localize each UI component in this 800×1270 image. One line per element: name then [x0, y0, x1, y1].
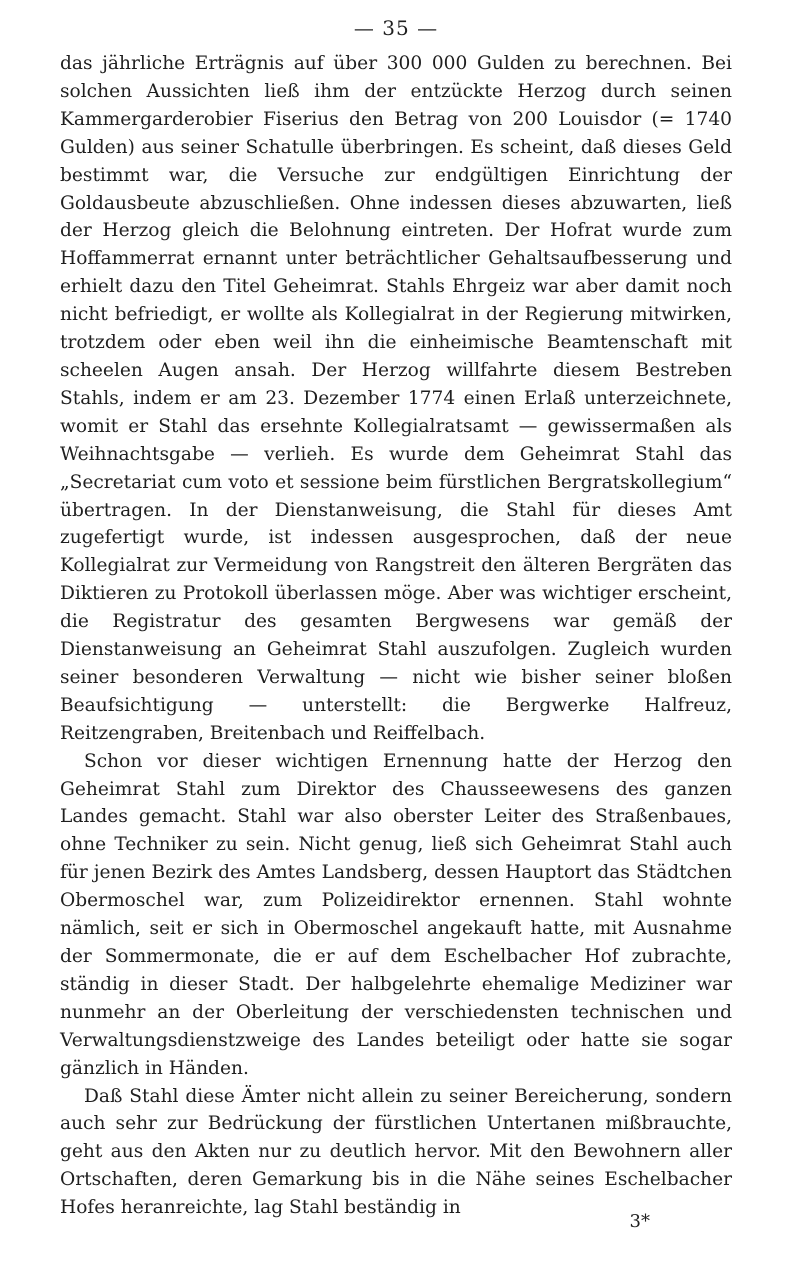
- document-page: [60, 14, 732, 1254]
- body-text: [60, 50, 732, 1222]
- paragraph-1: das jährliche Erträgnis auf über 300 000 Gulden zu berechnen. Bei solchen Aussichten ließ ihm der entzückte Herzog durch seinen Kammergarderobier Fiserius den Betrag von 200 Louisdor (= 1740 Gulden) aus seiner Schatulle überbringen. Es scheint, daß dieses Geld bestimmt war, die Versuche zur endgültigen Einrichtung der Goldausbeute abzuschließen. Ohne indessen dieses abzuwarten, ließ der Herzog gleich die Belohnung eintreten. Der Hofrat wurde zum Hoffammerrat ernannt unter beträchtlicher Gehaltsaufbesserung und erhielt dazu den Titel Geheimrat. Stahls Ehrgeiz war aber damit noch nicht befriedigt, er wollte als Kollegialrat in der Regierung mitwirken, trotzdem oder eben weil ihn die einheimische Beamtenschaft mit scheelen Augen ansah. Der Herzog willfahrte diesem Bestreben Stahls, indem er am 23. Dezember 1774 einen Erlaß unterzeichnete, womit er Stahl das ersehnte Kollegialratsamt — gewissermaßen als Weihnachtsgabe — verlieh. Es wurde dem Geheimrat Stahl das „Secretariat cum voto et sessione beim fürstlichen Bergratskollegium“ übertragen. In der Dienstanweisung, die Stahl für dieses Amt zugefertigt wurde, ist indessen ausgesprochen, daß der neue Kollegialrat zur Vermeidung von Rangstreit den älteren Bergräten das Diktieren zu Protokoll überlassen möge. Aber was wichtiger erscheint, die Registratur des gesamten Bergwesens war gemäß der Dienstanweisung an Geheimrat Stahl auszufolgen. Zugleich wurden seiner besonderen Verwaltung — nicht wie bisher seiner bloßen Beaufsichtigung — unterstellt: die Bergwerke Halfreuz, Reitzengraben, Breitenbach und Reiffelbach.: [60, 53, 732, 744]
- paragraph-2: Schon vor dieser wichtigen Ernennung hatte der Herzog den Geheimrat Stahl zum Direktor des Chausseewesens des ganzen Landes gemacht. Stahl war also oberster Leiter des Straßenbaues, ohne Techniker zu sein. Nicht genug, ließ sich Geheimrat Stahl auch für jenen Bezirk des Amtes Landsberg, dessen Hauptort das Städtchen Obermoschel war, zum Polizeidirektor ernennen. Stahl wohnte nämlich, seit er sich in Obermoschel angekauft hatte, mit Ausnahme der Sommermonate, die er auf dem Eschelbacher Hof zubrachte, ständig in dieser Stadt. Der halbgelehrte ehemalige Mediziner war nunmehr an der Oberleitung der verschiedensten technischen und Verwaltungsdienstzweige des Landes beteiligt oder hatte sie sogar gänzlich in Händen.: [60, 750, 732, 1079]
- page-number: — 35 —: [353, 16, 439, 40]
- paragraph-3: Daß Stahl diese Ämter nicht allein zu seiner Bereicherung, sondern auch sehr zur Bedrückung der fürstlichen Untertanen mißbrauchte, geht aus den Akten nur zu deutlich hervor. Mit den Bewohnern aller Ortschaften, deren Gemarkung bis in die Nähe seines Eschelbacher Hofes heranreichte, lag Stahl beständig in: [60, 1085, 732, 1219]
- signature-mark: 3*: [629, 1211, 650, 1232]
